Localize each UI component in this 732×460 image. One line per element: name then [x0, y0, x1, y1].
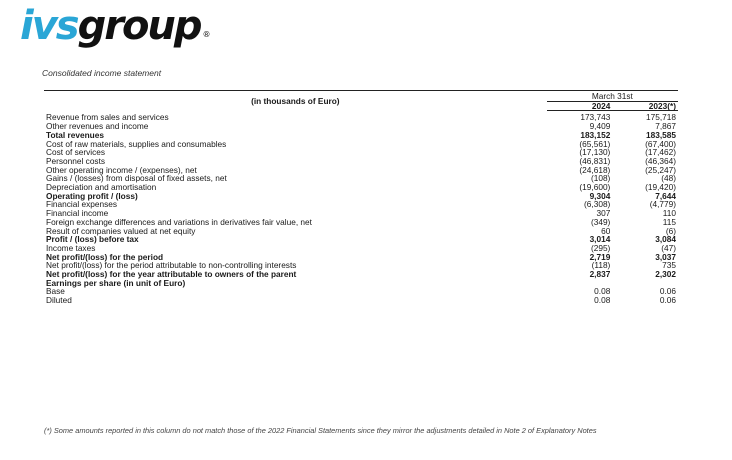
footnote: (*) Some amounts reported in this column do not match those of the 2022 Financial Statements since they mirror the adjustments detailed in Note 2 of Explanatory Notes	[44, 426, 597, 435]
table-row	[44, 235, 678, 244]
value-2023: (4,779)	[649, 199, 676, 210]
value-2023: (46,364)	[645, 155, 676, 166]
row-label: Net profit/(loss) for the year attributable to owners of the parent	[46, 269, 297, 280]
row-label: Personnel costs	[46, 155, 106, 166]
row-label: Base	[46, 286, 65, 297]
value-2024: (349)	[590, 216, 611, 227]
ivs-group-logo	[20, 2, 220, 50]
value-2024: 2,837	[589, 269, 611, 280]
row-label: Earnings per share (in unit of Euro)	[46, 277, 186, 288]
row-label: Depreciation and amortisation	[46, 182, 157, 193]
value-2024: (17,130)	[579, 147, 611, 158]
value-2023: 3,084	[655, 234, 676, 245]
value-2023: (48)	[661, 173, 676, 184]
column-header-2023: 2023(*)	[612, 101, 678, 111]
row-label: Net profit/(loss) for the period	[46, 251, 164, 262]
value-2023: 7,867	[655, 121, 676, 132]
value-2023: 3,037	[655, 251, 676, 262]
value-2024: (19,600)	[579, 182, 611, 193]
value-2024: (6,308)	[584, 199, 611, 210]
value-2023: (6)	[665, 225, 676, 236]
column-header-2024: 2024	[547, 101, 613, 111]
row-label: Cost of services	[46, 147, 106, 158]
value-2023: 183,585	[646, 129, 676, 140]
value-2023: (19,420)	[645, 182, 676, 193]
value-2023: 115	[662, 216, 676, 227]
row-label: Operating profit / (loss)	[46, 190, 138, 201]
value-2024: 9,304	[589, 190, 611, 201]
row-label: Result of companies valued at net equity	[46, 225, 196, 236]
value-2023: (67,400)	[645, 138, 676, 149]
value-2024: (118)	[591, 260, 611, 271]
logo-ivs-text: ivs	[20, 3, 78, 49]
row-label: Financial income	[46, 208, 109, 219]
table-row	[44, 279, 678, 288]
row-label: Net profit/(loss) for the period attributable to non-controlling interests	[46, 260, 297, 271]
row-label: Cost of raw materials, supplies and consumables	[46, 138, 227, 149]
value-2024: (24,618)	[579, 164, 611, 175]
value-2023: 735	[662, 260, 676, 271]
value-2024: 307	[596, 208, 611, 219]
value-2023: 110	[662, 208, 676, 219]
value-2024: (108)	[590, 173, 611, 184]
row-label: Revenue from sales and services	[46, 112, 169, 123]
row-label: Total revenues	[46, 129, 104, 140]
value-2024: 60	[601, 225, 611, 236]
period-header: March 31st	[547, 92, 678, 101]
value-2024: (46,831)	[579, 155, 611, 166]
row-label: Income taxes	[46, 242, 96, 253]
table-row	[44, 227, 678, 236]
table-row	[44, 287, 678, 296]
income-statement-table	[44, 90, 678, 305]
value-2024: 2,719	[589, 251, 611, 262]
row-label: Other operating income / (expenses), net	[46, 164, 197, 175]
value-2023: 2,302	[655, 269, 676, 280]
table-row	[44, 200, 678, 209]
table-header-row	[44, 92, 678, 101]
value-2023: 7,644	[655, 190, 676, 201]
statement-subtitle: Consolidated income statement	[42, 68, 162, 78]
row-label: Foreign exchange differences and variations in derivatives fair value, net	[46, 216, 312, 227]
row-label: Profit / (loss) before tax	[46, 234, 139, 245]
table-row	[44, 296, 678, 305]
value-2024: 3,014	[589, 234, 611, 245]
value-2024: (295)	[590, 242, 611, 253]
value-2024: 0.08	[594, 295, 611, 306]
value-2023: 175,718	[646, 112, 676, 123]
value-2024: 0.08	[594, 286, 611, 297]
value-2024: 173,743	[580, 112, 611, 123]
table-caption: (in thousands of Euro)	[251, 96, 340, 107]
table-row	[44, 183, 678, 192]
value-2024: 183,152	[580, 129, 611, 140]
row-label: Gains / (losses) from disposal of fixed assets, net	[46, 173, 227, 184]
value-2023: 0.06	[659, 286, 676, 297]
value-2023: (47)	[661, 242, 676, 253]
value-2024: 9,409	[589, 121, 611, 132]
value-2023: (25,247)	[645, 164, 676, 175]
row-label: Diluted	[46, 295, 72, 306]
value-2023: (17,462)	[645, 147, 676, 158]
value-2024: (65,561)	[579, 138, 611, 149]
registered-mark: ®	[202, 30, 211, 39]
logo-group-text: group	[77, 3, 201, 49]
value-2023: 0.06	[659, 295, 676, 306]
row-label: Financial expenses	[46, 199, 118, 210]
row-label: Other revenues and income	[46, 121, 149, 132]
table-row	[44, 192, 678, 201]
